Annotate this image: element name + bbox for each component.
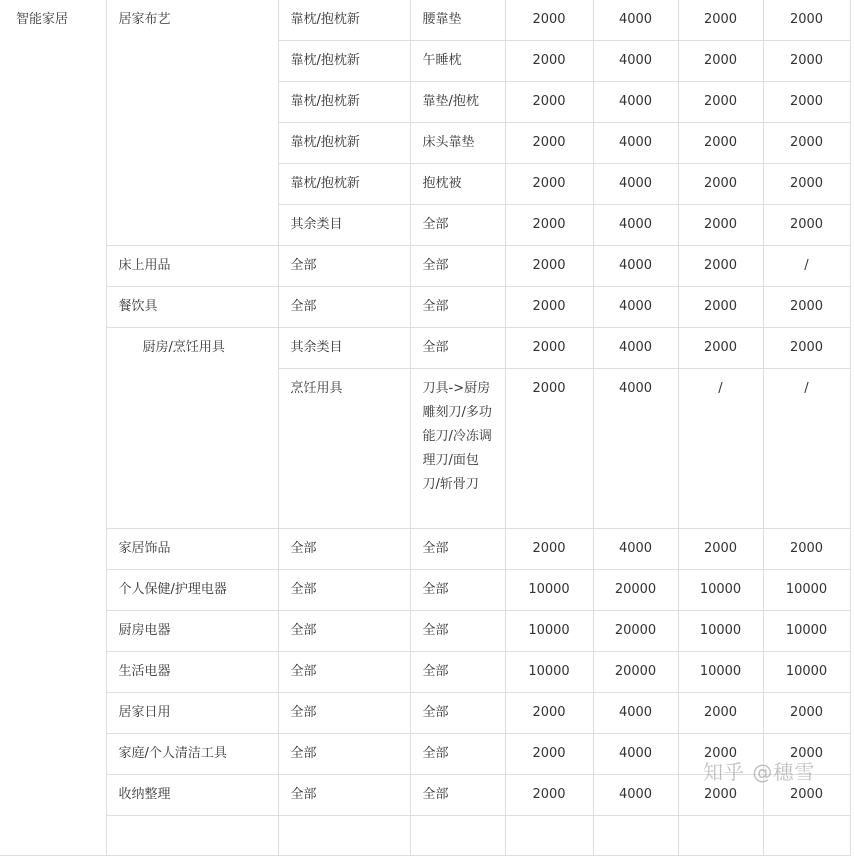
category-level2-cell: 生活电器 xyxy=(106,652,278,693)
table-row xyxy=(0,529,850,570)
value-cell: / xyxy=(678,369,763,529)
value-cell: 2000 xyxy=(678,693,763,734)
category-level3-cell: 全部 xyxy=(278,611,410,652)
category-level2-cell: 厨房/烹饪用具 xyxy=(106,328,278,529)
category-level3-cell: 全部 xyxy=(278,693,410,734)
category-level2-cell: 居家日用 xyxy=(106,693,278,734)
category-level2-cell: 餐饮具 xyxy=(106,287,278,328)
category-level2-cell: 家庭/个人清洁工具 xyxy=(106,734,278,775)
value-cell: 2000 xyxy=(505,82,593,123)
value-cell: 4000 xyxy=(593,164,678,205)
value-cell: 2000 xyxy=(763,164,850,205)
value-cell: / xyxy=(763,369,850,529)
value-cell: 10000 xyxy=(763,570,850,611)
value-cell: 2000 xyxy=(678,529,763,570)
value-cell xyxy=(593,816,678,856)
category-level4-cell: 全部 xyxy=(410,734,505,775)
value-cell: 2000 xyxy=(505,287,593,328)
value-cell: 2000 xyxy=(505,529,593,570)
category-level4-cell: 抱枕被 xyxy=(410,164,505,205)
category-level4-cell: 午睡枕 xyxy=(410,41,505,82)
value-cell: 2000 xyxy=(505,328,593,369)
value-cell: 4000 xyxy=(593,205,678,246)
category-level4-cell: 全部 xyxy=(410,246,505,287)
category-level4-cell: 全部 xyxy=(410,328,505,369)
value-cell: 4000 xyxy=(593,123,678,164)
category-level4-cell: 全部 xyxy=(410,693,505,734)
value-cell: 20000 xyxy=(593,570,678,611)
table-row xyxy=(0,611,850,652)
value-cell: 2000 xyxy=(763,775,850,816)
value-cell: 4000 xyxy=(593,529,678,570)
value-cell: 2000 xyxy=(505,164,593,205)
category-level3-cell: 全部 xyxy=(278,734,410,775)
value-cell: 2000 xyxy=(763,734,850,775)
value-cell: 2000 xyxy=(505,693,593,734)
value-cell: 2000 xyxy=(678,287,763,328)
value-cell xyxy=(763,816,850,856)
value-cell: 4000 xyxy=(593,328,678,369)
value-cell: 2000 xyxy=(678,41,763,82)
value-cell: 10000 xyxy=(678,611,763,652)
category-level4-cell: 刀具->厨房雕刻刀/多功能刀/冷冻调理刀/面包刀/斩骨刀 xyxy=(410,369,505,529)
value-cell: 10000 xyxy=(505,570,593,611)
value-cell: 2000 xyxy=(678,82,763,123)
value-cell xyxy=(505,816,593,856)
value-cell: 2000 xyxy=(763,287,850,328)
table-row xyxy=(0,570,850,611)
value-cell: 4000 xyxy=(593,0,678,41)
value-cell: 2000 xyxy=(763,82,850,123)
category-level3-cell: 全部 xyxy=(278,246,410,287)
category-level1-cell: 智能家居 xyxy=(0,0,106,856)
table-row xyxy=(0,693,850,734)
category-level4-cell: 全部 xyxy=(410,205,505,246)
category-level3-cell: 全部 xyxy=(278,529,410,570)
category-level3-cell xyxy=(278,816,410,856)
value-cell: 20000 xyxy=(593,652,678,693)
value-cell: 20000 xyxy=(593,611,678,652)
category-level2-cell: 个人保健/护理电器 xyxy=(106,570,278,611)
category-level2-cell: 居家布艺 xyxy=(106,0,278,246)
value-cell: 2000 xyxy=(678,734,763,775)
category-level4-cell: 床头靠垫 xyxy=(410,123,505,164)
value-cell: 2000 xyxy=(763,0,850,41)
value-cell: 2000 xyxy=(505,369,593,529)
value-cell: / xyxy=(763,246,850,287)
value-cell: 2000 xyxy=(763,123,850,164)
category-level4-cell: 全部 xyxy=(410,529,505,570)
category-level2-cell xyxy=(106,816,278,856)
value-cell: 2000 xyxy=(505,205,593,246)
value-cell: 2000 xyxy=(505,775,593,816)
category-level3-cell: 全部 xyxy=(278,775,410,816)
category-level3-cell: 其余类目 xyxy=(278,205,410,246)
value-cell: 4000 xyxy=(593,41,678,82)
value-cell: 2000 xyxy=(678,123,763,164)
value-cell: 10000 xyxy=(763,652,850,693)
value-cell: 2000 xyxy=(678,775,763,816)
table-row xyxy=(0,287,850,328)
category-level4-cell: 全部 xyxy=(410,287,505,328)
value-cell xyxy=(678,816,763,856)
value-cell: 10000 xyxy=(763,611,850,652)
value-cell: 10000 xyxy=(505,611,593,652)
value-cell: 2000 xyxy=(678,205,763,246)
watermark-text: 知乎 @穗雪 xyxy=(703,760,816,784)
category-level3-cell: 其余类目 xyxy=(278,328,410,369)
value-cell: 10000 xyxy=(678,652,763,693)
value-cell: 4000 xyxy=(593,775,678,816)
value-cell: 2000 xyxy=(505,41,593,82)
category-level3-cell: 烹饪用具 xyxy=(278,369,410,529)
value-cell: 2000 xyxy=(678,246,763,287)
category-level4-cell: 腰靠垫 xyxy=(410,0,505,41)
category-level3-cell: 全部 xyxy=(278,287,410,328)
category-level2-cell: 家居饰品 xyxy=(106,529,278,570)
category-level4-cell xyxy=(410,816,505,856)
category-level3-cell: 靠枕/抱枕新 xyxy=(278,164,410,205)
category-level3-cell: 全部 xyxy=(278,570,410,611)
value-cell: 2000 xyxy=(505,123,593,164)
value-cell: 10000 xyxy=(505,652,593,693)
category-level3-cell: 靠枕/抱枕新 xyxy=(278,0,410,41)
table-row xyxy=(0,246,850,287)
value-cell: 2000 xyxy=(505,246,593,287)
value-cell: 2000 xyxy=(763,41,850,82)
category-level2-cell: 收纳整理 xyxy=(106,775,278,816)
value-cell: 2000 xyxy=(763,693,850,734)
value-cell: 4000 xyxy=(593,287,678,328)
category-level2-cell: 厨房电器 xyxy=(106,611,278,652)
category-level4-cell: 全部 xyxy=(410,775,505,816)
value-cell: 2000 xyxy=(763,205,850,246)
value-cell: 4000 xyxy=(593,693,678,734)
value-cell: 2000 xyxy=(763,328,850,369)
value-cell: 4000 xyxy=(593,734,678,775)
category-level3-cell: 全部 xyxy=(278,652,410,693)
value-cell: 2000 xyxy=(763,529,850,570)
category-level4-cell: 靠垫/抱枕 xyxy=(410,82,505,123)
value-cell: 2000 xyxy=(678,0,763,41)
value-cell: 2000 xyxy=(505,734,593,775)
category-level2-cell: 床上用品 xyxy=(106,246,278,287)
category-level3-cell: 靠枕/抱枕新 xyxy=(278,41,410,82)
category-level3-cell: 靠枕/抱枕新 xyxy=(278,82,410,123)
table-row xyxy=(0,0,850,41)
value-cell: 2000 xyxy=(505,0,593,41)
value-cell: 2000 xyxy=(678,328,763,369)
value-cell: 4000 xyxy=(593,82,678,123)
value-cell: 4000 xyxy=(593,246,678,287)
table-row xyxy=(0,816,850,856)
category-level4-cell: 全部 xyxy=(410,611,505,652)
category-level4-cell: 全部 xyxy=(410,570,505,611)
table-row xyxy=(0,652,850,693)
table-row xyxy=(0,328,850,369)
category-level4-cell: 全部 xyxy=(410,652,505,693)
value-cell: 10000 xyxy=(678,570,763,611)
category-level3-cell: 靠枕/抱枕新 xyxy=(278,123,410,164)
value-cell: 4000 xyxy=(593,369,678,529)
value-cell: 2000 xyxy=(678,164,763,205)
